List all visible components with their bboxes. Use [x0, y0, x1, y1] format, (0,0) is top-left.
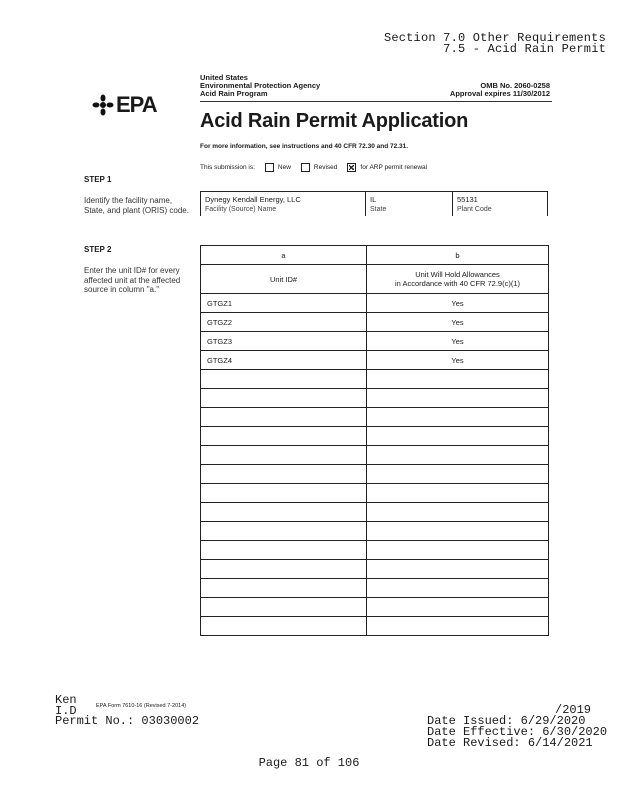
new-checkbox[interactable] — [265, 163, 274, 172]
table-row — [201, 522, 549, 541]
agency-name: Environmental Protection Agency — [200, 81, 321, 90]
unit-id-cell[interactable] — [201, 598, 367, 617]
table-row — [201, 503, 549, 522]
allowances-cell[interactable] — [367, 427, 549, 446]
form-title: Acid Rain Permit Application — [200, 110, 469, 132]
unit-id-cell[interactable] — [201, 370, 367, 389]
unit-id-cell[interactable] — [201, 503, 367, 522]
form-number: EPA Form 7610-16 (Revised 7-2014) — [96, 703, 187, 709]
state-value: IL — [370, 195, 377, 204]
submission-type — [200, 163, 427, 172]
unit-id-cell[interactable] — [201, 446, 367, 465]
epa-flower-icon — [92, 94, 114, 116]
table-row — [201, 617, 549, 636]
allowances-cell[interactable] — [367, 503, 549, 522]
facility-table — [200, 191, 548, 216]
table-row — [201, 427, 549, 446]
allowances-cell[interactable] — [367, 389, 549, 408]
table-row — [201, 313, 549, 332]
unit-id-cell[interactable] — [201, 617, 367, 636]
step2-description: Enter the unit ID# for every affected unit at the affected source in column "a." — [84, 266, 181, 294]
allowances-cell[interactable] — [367, 370, 549, 389]
unit-id-cell[interactable] — [201, 522, 367, 541]
state-cell[interactable] — [365, 192, 453, 216]
unit-id-cell[interactable] — [201, 465, 367, 484]
date-revised: Date Revised: 6/14/2021 — [427, 736, 593, 750]
section-title: Section 7.0 Other Requirements — [383, 31, 606, 45]
more-info-note: For more information, see instructions and 40 CFR 72.30 and 72.31. — [200, 143, 409, 150]
allowances-header — [367, 265, 549, 294]
step1-label: STEP 1 — [84, 175, 112, 184]
unit-id-cell[interactable] — [201, 541, 367, 560]
step1-description: Identify the facility name, State, and plant (ORIS) code. — [84, 196, 189, 215]
column-b-letter: b — [367, 246, 549, 265]
revised-checkbox[interactable] — [301, 163, 310, 172]
epa-logo-text: EPA — [116, 92, 157, 117]
epa-logo — [92, 94, 172, 116]
unit-id-header: Unit ID# — [201, 265, 367, 294]
submission-label: This submission is: — [200, 164, 255, 171]
step2-label: STEP 2 — [84, 245, 112, 254]
facility-name-cell[interactable] — [200, 192, 366, 216]
date-effective: Date Effective: 6/30/2020 — [427, 725, 608, 739]
allowances-cell[interactable] — [367, 560, 549, 579]
omb-number: OMB No. 2060-0258 — [480, 81, 550, 90]
section-subtitle: 7.5 - Acid Rain Permit — [443, 42, 606, 56]
table-row — [201, 541, 549, 560]
allowances-cell[interactable] — [367, 446, 549, 465]
plant-code-value: 55131 — [457, 195, 478, 204]
table-row — [201, 560, 549, 579]
table-row — [201, 446, 549, 465]
table-row — [201, 389, 549, 408]
allowances-cell[interactable] — [367, 598, 549, 617]
revised-label: Revised — [313, 164, 338, 171]
date-issued: Date Issued: 6/29/2020 — [427, 714, 586, 728]
unit-id-cell[interactable]: GTGZ2 — [201, 313, 367, 332]
table-row — [201, 351, 549, 370]
unit-id-cell[interactable] — [201, 427, 367, 446]
facility-name-label: Facility (Source) Name — [205, 206, 277, 213]
state-label: State — [370, 206, 387, 213]
header-divider — [200, 101, 552, 102]
unit-id-cell[interactable] — [201, 408, 367, 427]
table-row — [201, 332, 549, 351]
plant-code-label: Plant Code — [457, 206, 492, 213]
table-row — [201, 408, 549, 427]
facility-name-value: Dynegy Kendall Energy, LLC — [205, 195, 301, 204]
allowances-cell[interactable] — [367, 465, 549, 484]
allowances-cell[interactable]: Yes — [367, 332, 549, 351]
footer-right-top: /2019 — [555, 703, 592, 717]
new-label: New — [277, 164, 291, 171]
unit-id-cell[interactable]: GTGZ1 — [201, 294, 367, 313]
table-row — [201, 465, 549, 484]
table-row — [201, 370, 549, 389]
allowances-header-line2: in Accordance with 40 CFR 72.9(c)(1) — [394, 279, 521, 288]
section-header — [384, 33, 606, 55]
unit-id-cell[interactable] — [201, 389, 367, 408]
omb-block — [420, 82, 550, 98]
column-letter-row — [201, 246, 549, 265]
footer-left-line2: I.D — [55, 704, 77, 718]
column-header-row — [201, 265, 549, 294]
table-row — [201, 484, 549, 503]
table-row — [201, 294, 549, 313]
unit-id-cell[interactable] — [201, 484, 367, 503]
allowances-header-line1: Unit Will Hold Allowances — [415, 270, 500, 279]
allowances-cell[interactable]: Yes — [367, 294, 549, 313]
page-number: Page 81 of 106 — [258, 756, 360, 770]
unit-id-cell[interactable] — [201, 560, 367, 579]
column-a-letter: a — [201, 246, 367, 265]
table-row — [201, 579, 549, 598]
agency-block — [200, 74, 320, 98]
unit-table — [200, 245, 549, 636]
unit-id-cell[interactable]: GTGZ3 — [201, 332, 367, 351]
allowances-cell[interactable] — [367, 541, 549, 560]
renewal-label: for ARP permit renewal — [360, 164, 428, 171]
renewal-checkbox[interactable] — [347, 163, 356, 172]
allowances-cell[interactable] — [367, 408, 549, 427]
unit-id-cell[interactable]: GTGZ4 — [201, 351, 367, 370]
allowances-cell[interactable] — [367, 579, 549, 598]
plant-code-cell[interactable] — [452, 192, 547, 216]
permit-number: Permit No.: 03030002 — [55, 714, 200, 728]
agency-program: Acid Rain Program — [200, 89, 268, 98]
allowances-cell[interactable]: Yes — [367, 351, 549, 370]
allowances-cell[interactable] — [367, 522, 549, 541]
footer-left-line1: Ken — [55, 693, 77, 707]
approval-expiry: Approval expires 11/30/2012 — [449, 89, 550, 98]
allowances-cell[interactable]: Yes — [367, 313, 549, 332]
agency-country: United States — [200, 73, 248, 82]
table-row — [201, 598, 549, 617]
allowances-cell[interactable] — [367, 617, 549, 636]
allowances-cell[interactable] — [367, 484, 549, 503]
unit-id-cell[interactable] — [201, 579, 367, 598]
